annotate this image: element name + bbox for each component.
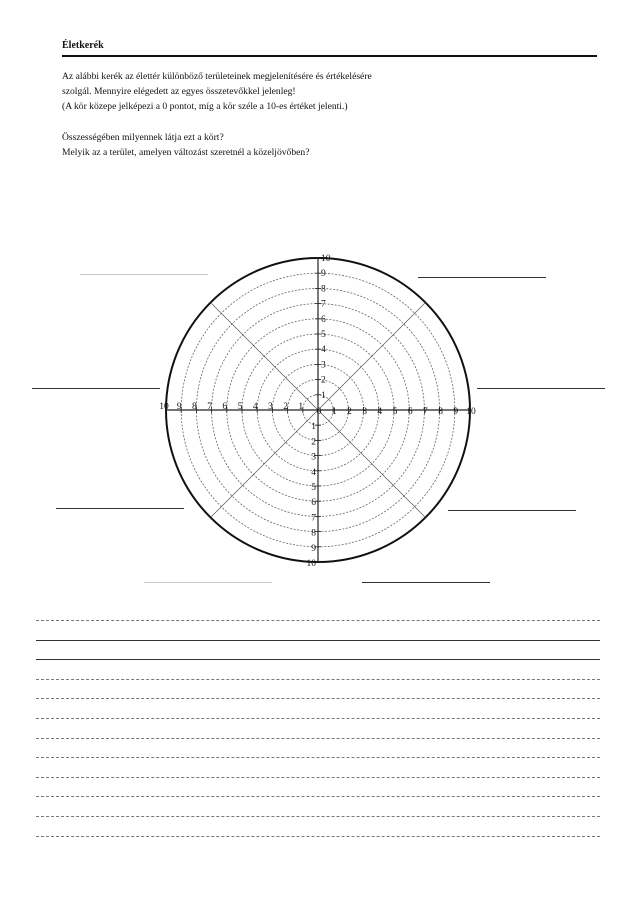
axis-label-x-left: 5 [237, 402, 243, 412]
area-label-line-bottom-center-right[interactable] [362, 582, 490, 583]
axis-label-y-down: 4 [311, 467, 316, 478]
writing-line[interactable] [36, 659, 600, 660]
axis-label-x-right: 1 [331, 407, 337, 417]
question-2: Melyik az a terület, amelyen változást szeretnél a közeljövőben? [62, 147, 310, 158]
axis-label-y-down: 2 [311, 437, 316, 448]
area-label-line-right[interactable] [477, 388, 605, 389]
page-title: Életkerék [62, 40, 104, 51]
axis-label-x-left: 4 [252, 402, 258, 412]
axis-label-y-up: 10 [321, 254, 331, 264]
axis-label-x-left: 1 [298, 402, 304, 412]
writing-line[interactable] [36, 620, 600, 621]
area-label-line-top-left[interactable] [80, 274, 208, 275]
axis-label-x-right: 9 [453, 407, 459, 417]
area-label-line-bottom-center-left[interactable] [144, 582, 272, 583]
wheel-spoke [318, 410, 425, 517]
intro-line-1: Az alábbi kerék az élettér különböző területeinek megjelenítésére és értékelésére [62, 71, 372, 82]
axis-label-y-up: 2 [321, 375, 326, 386]
axis-label-x-right: 3 [362, 407, 367, 417]
axis-label-x-right: 6 [407, 407, 413, 417]
axis-label-x-left: 6 [222, 402, 228, 412]
wheel-spoke [211, 410, 318, 517]
area-label-line-top-right[interactable] [418, 277, 546, 278]
question-1: Összességében milyennek látja ezt a kört? [62, 132, 224, 143]
axis-label-x-left: 10 [159, 402, 169, 412]
axis-label-y-up: 8 [321, 284, 326, 295]
axis-label-x-left: 8 [192, 402, 197, 412]
axis-label-y-up: 1 [321, 390, 326, 401]
writing-line[interactable] [36, 816, 600, 817]
axis-label-y-down: 1 [311, 422, 316, 433]
axis-label-y-up: 9 [321, 269, 326, 280]
area-label-line-bottom-left[interactable] [56, 508, 184, 509]
writing-line[interactable] [36, 640, 600, 641]
area-label-line-left[interactable] [32, 388, 160, 389]
axis-label-x-right: 4 [377, 407, 383, 417]
axis-label-x-right: 7 [423, 407, 428, 417]
axis-label-y-up: 3 [321, 360, 326, 371]
axis-label-y-up: 5 [321, 330, 326, 340]
writing-line[interactable] [36, 757, 600, 758]
axis-label-y-up: 6 [321, 314, 326, 325]
axis-label-y-up: 7 [321, 299, 326, 310]
writing-area[interactable] [36, 620, 600, 855]
wheel-spoke [318, 303, 425, 410]
axis-label-x-left: 3 [268, 402, 273, 412]
axis-label-y-down: 7 [311, 513, 316, 524]
axis-label-x-right: 8 [438, 407, 443, 417]
writing-line[interactable] [36, 836, 600, 837]
axis-label-y-down: 6 [311, 498, 316, 509]
axis-label-x-left: 2 [283, 402, 288, 412]
axis-label-y-up: 4 [321, 345, 326, 356]
writing-line[interactable] [36, 777, 600, 778]
axis-label-x-left: 7 [207, 402, 212, 412]
intro-line-2: szolgál. Mennyire elégedett az egyes összetevőkkel jelenleg! [62, 86, 296, 97]
axis-label-x-left: 9 [176, 402, 182, 412]
axis-label-x-right: 5 [392, 407, 398, 417]
axis-label-y-down: 9 [311, 543, 316, 554]
axis-label-x-right: 2 [347, 407, 352, 417]
axis-label-y-down: 8 [311, 528, 316, 539]
writing-line[interactable] [36, 679, 600, 680]
writing-line[interactable] [36, 738, 600, 739]
wheel-spoke [211, 303, 318, 410]
intro-line-3: (A kör közepe jelképezi a 0 pontot, míg a kör széle a 10-es értéket jelenti.) [62, 101, 348, 112]
axis-label-x-right: 10 [466, 407, 476, 417]
writing-line[interactable] [36, 698, 600, 699]
axis-label-y-down: 10 [306, 559, 316, 569]
area-label-line-bottom-right[interactable] [448, 510, 576, 511]
axis-label-x-right: 0 [316, 407, 322, 417]
axis-label-y-down: 3 [311, 452, 316, 463]
writing-line[interactable] [36, 718, 600, 719]
writing-line[interactable] [36, 796, 600, 797]
axis-label-y-down: 5 [311, 483, 316, 493]
